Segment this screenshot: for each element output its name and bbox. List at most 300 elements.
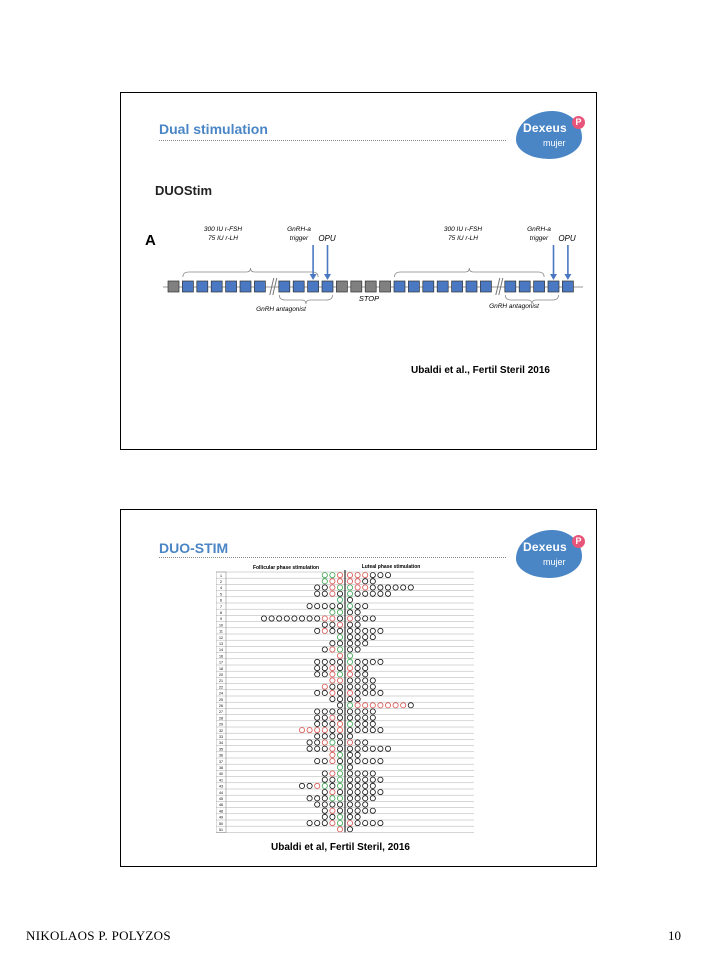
day-box-blue xyxy=(279,281,290,292)
follicular-oocyte-marker xyxy=(330,604,335,609)
luteal-oocyte-marker xyxy=(370,628,375,633)
page-number: 10 xyxy=(668,928,681,943)
follicular-oocyte-marker xyxy=(337,814,342,819)
luteal-oocyte-marker xyxy=(363,709,368,714)
luteal-oocyte-marker xyxy=(347,759,352,764)
day-box-blue xyxy=(322,281,333,292)
follicular-oocyte-marker xyxy=(337,666,342,671)
luteal-oocyte-marker xyxy=(347,740,352,745)
citation: Ubaldi et al., Fertil Steril 2016 xyxy=(411,365,550,376)
follicular-dose-brace xyxy=(183,268,318,277)
patient-label: 6 xyxy=(220,598,222,603)
patient-label: 4 xyxy=(220,586,222,591)
luteal-oocyte-marker xyxy=(370,684,375,689)
follicular-oocyte-marker xyxy=(337,579,342,584)
luteal-oocyte-marker xyxy=(347,628,352,633)
follicular-oocyte-marker xyxy=(330,709,335,714)
follicular-oocyte-marker xyxy=(330,697,335,702)
follicular-oocyte-marker xyxy=(337,765,342,770)
follicular-oocyte-marker xyxy=(330,821,335,826)
follicular-oocyte-marker xyxy=(330,752,335,757)
follicular-oocyte-marker xyxy=(337,709,342,714)
follicular-oocyte-marker xyxy=(315,690,320,695)
luteal-oocyte-marker xyxy=(355,666,360,671)
luteal-oocyte-marker xyxy=(355,709,360,714)
patient-label: 28 xyxy=(219,716,223,721)
luteal-oocyte-marker xyxy=(370,690,375,695)
luteal-oocyte-marker xyxy=(370,721,375,726)
luteal-oocyte-marker xyxy=(347,802,352,807)
luteal-oocyte-marker xyxy=(347,827,352,832)
follicular-oocyte-marker xyxy=(337,591,342,596)
follicular-oocyte-marker xyxy=(330,790,335,795)
follicular-oocyte-marker xyxy=(337,690,342,695)
luteal-oocyte-marker xyxy=(355,622,360,627)
follicular-oocyte-marker xyxy=(322,759,327,764)
logo-brand: Dexeus xyxy=(523,540,567,554)
luteal-oocyte-marker xyxy=(370,703,375,708)
luteal-oocyte-marker xyxy=(370,591,375,596)
follicular-oocyte-marker xyxy=(322,659,327,664)
follicular-oocyte-marker xyxy=(307,746,312,751)
follicular-oocyte-marker xyxy=(337,597,342,602)
follicular-oocyte-marker xyxy=(330,740,335,745)
follicular-oocyte-marker xyxy=(261,616,266,621)
luteal-oocyte-marker xyxy=(378,728,383,733)
patient-label: 50 xyxy=(219,821,223,826)
dexeus-logo xyxy=(516,530,582,578)
follicular-oocyte-marker xyxy=(330,659,335,664)
luteal-oocyte-marker xyxy=(363,715,368,720)
trigger-line-2-second: trigger xyxy=(529,235,549,242)
follicular-oocyte-marker xyxy=(307,821,312,826)
day-box-blue xyxy=(394,281,405,292)
luteal-oocyte-marker xyxy=(363,628,368,633)
luteal-oocyte-marker xyxy=(355,641,360,646)
luteal-oocyte-marker xyxy=(363,585,368,590)
luteal-oocyte-marker xyxy=(385,573,390,578)
follicular-oocyte-marker xyxy=(315,628,320,633)
luteal-oocyte-marker xyxy=(347,585,352,590)
follicular-oocyte-marker xyxy=(269,616,274,621)
day-box-blue xyxy=(437,281,448,292)
luteal-oocyte-marker xyxy=(370,759,375,764)
follicular-oocyte-marker xyxy=(330,783,335,788)
luteal-oocyte-marker xyxy=(378,690,383,695)
patient-label: 2 xyxy=(220,580,222,584)
follicular-oocyte-marker xyxy=(322,777,327,782)
follicular-oocyte-marker xyxy=(330,734,335,739)
luteal-oocyte-marker xyxy=(355,610,360,615)
luteal-oocyte-marker xyxy=(347,790,352,795)
luteal-oocyte-marker xyxy=(347,715,352,720)
luteal-oocyte-marker xyxy=(355,616,360,621)
follicular-oocyte-marker xyxy=(330,802,335,807)
day-box-blue xyxy=(182,281,193,292)
day-box-blue xyxy=(254,281,265,292)
follicular-oocyte-marker xyxy=(330,647,335,652)
follicular-oocyte-marker xyxy=(322,616,327,621)
follicular-oocyte-marker xyxy=(315,616,320,621)
follicular-oocyte-marker xyxy=(337,808,342,813)
patient-label: 34 xyxy=(219,741,223,746)
patient-label: 37 xyxy=(219,759,223,764)
follicular-oocyte-marker xyxy=(337,678,342,683)
follicular-oocyte-marker xyxy=(337,641,342,646)
luteal-oocyte-marker xyxy=(347,703,352,708)
follicular-oocyte-marker xyxy=(315,659,320,664)
luteal-oocyte-marker xyxy=(355,728,360,733)
luteal-oocyte-marker xyxy=(347,597,352,602)
luteal-oocyte-marker xyxy=(370,783,375,788)
follicular-oocyte-marker xyxy=(337,821,342,826)
patient-label: 5 xyxy=(220,592,222,597)
luteal-oocyte-marker xyxy=(347,635,352,640)
patient-label: 35 xyxy=(219,747,223,752)
luteal-oocyte-marker xyxy=(378,790,383,795)
luteal-oocyte-marker xyxy=(347,610,352,615)
patient-label: 17 xyxy=(219,660,223,665)
day-box-gray xyxy=(365,281,376,292)
dexeus-logo xyxy=(516,111,582,159)
day-box-blue xyxy=(548,281,559,292)
antagonist-label-second: GnRH antagonist xyxy=(489,303,539,310)
patient-label: 24 xyxy=(219,691,223,696)
trigger-line-1-second: GnRH-a xyxy=(527,226,551,233)
slide-title: DUO-STIM xyxy=(159,540,229,556)
follicular-oocyte-marker xyxy=(315,746,320,751)
day-box-gray xyxy=(336,281,347,292)
luteal-oocyte-marker xyxy=(347,653,352,658)
luteal-oocyte-marker xyxy=(370,808,375,813)
day-box-blue xyxy=(226,281,237,292)
patient-label: 46 xyxy=(219,803,223,808)
patient-label: 14 xyxy=(219,648,223,653)
luteal-oocyte-marker xyxy=(378,746,383,751)
luteal-oocyte-marker xyxy=(347,771,352,776)
follicular-oocyte-marker xyxy=(322,628,327,633)
luteal-oocyte-marker xyxy=(347,573,352,578)
luteal-oocyte-marker xyxy=(401,703,406,708)
patient-label: 49 xyxy=(219,815,223,820)
follicular-oocyte-marker xyxy=(322,647,327,652)
luteal-oocyte-marker xyxy=(363,678,368,683)
luteal-oocyte-marker xyxy=(355,585,360,590)
logo-p-icon: P xyxy=(572,116,585,129)
follicular-oocyte-marker xyxy=(330,641,335,646)
follicular-oocyte-marker xyxy=(337,746,342,751)
luteal-oocyte-marker xyxy=(370,771,375,776)
luteal-oocyte-marker xyxy=(347,604,352,609)
follicular-oocyte-marker xyxy=(330,591,335,596)
follicular-oocyte-marker xyxy=(330,771,335,776)
logo-subtitle: mujer xyxy=(543,138,566,148)
follicular-oocyte-marker xyxy=(330,573,335,578)
day-box-blue xyxy=(519,281,530,292)
luteal-oocyte-marker xyxy=(355,684,360,689)
luteal-oocyte-marker xyxy=(363,672,368,677)
logo-p-icon: P xyxy=(572,535,585,548)
trigger-arrow-second-head xyxy=(550,274,557,280)
follicular-oocyte-marker xyxy=(322,802,327,807)
patient-label: 9 xyxy=(220,617,222,622)
luteal-oocyte-marker xyxy=(370,616,375,621)
chart-left-label: Follicular phase stimulation xyxy=(252,565,320,571)
follicular-oocyte-marker xyxy=(337,715,342,720)
luteal-oocyte-marker xyxy=(355,790,360,795)
luteal-oocyte-marker xyxy=(363,759,368,764)
luteal-oocyte-marker xyxy=(370,635,375,640)
follicular-oocyte-marker xyxy=(315,721,320,726)
luteal-dose-line-2: 75 IU r-LH xyxy=(448,235,478,242)
day-box-blue xyxy=(452,281,463,292)
luteal-oocyte-marker xyxy=(355,647,360,652)
oocyte-chart xyxy=(216,563,476,838)
luteal-oocyte-marker xyxy=(347,709,352,714)
luteal-oocyte-marker xyxy=(363,771,368,776)
follicular-oocyte-marker xyxy=(330,610,335,615)
day-box-blue xyxy=(408,281,419,292)
oocyte-marks xyxy=(216,570,474,832)
luteal-oocyte-marker xyxy=(355,573,360,578)
title-divider xyxy=(159,557,506,558)
follicular-oocyte-marker xyxy=(330,678,335,683)
luteal-oocyte-marker xyxy=(347,684,352,689)
patient-label: 51 xyxy=(219,828,223,832)
follicular-oocyte-marker xyxy=(322,746,327,751)
follicular-oocyte-marker xyxy=(322,585,327,590)
follicular-oocyte-marker xyxy=(330,721,335,726)
luteal-oocyte-marker xyxy=(347,752,352,757)
luteal-dose-brace xyxy=(395,268,545,277)
follicular-oocyte-marker xyxy=(330,777,335,782)
follicular-oocyte-marker xyxy=(315,728,320,733)
follicular-oocyte-marker xyxy=(337,610,342,615)
luteal-oocyte-marker xyxy=(347,641,352,646)
luteal-oocyte-marker xyxy=(393,585,398,590)
luteal-oocyte-marker xyxy=(355,808,360,813)
opu-arrow-second-head xyxy=(564,274,571,280)
luteal-oocyte-marker xyxy=(378,659,383,664)
luteal-oocyte-marker xyxy=(347,616,352,621)
patient-label: 22 xyxy=(219,685,223,690)
follicular-oocyte-marker xyxy=(299,728,304,733)
follicular-oocyte-marker xyxy=(337,647,342,652)
follicular-oocyte-marker xyxy=(322,672,327,677)
duostim-heading: DUOStim xyxy=(155,183,213,198)
follicular-oocyte-marker xyxy=(315,604,320,609)
luteal-oocyte-marker xyxy=(363,604,368,609)
day-box-blue xyxy=(240,281,251,292)
luteal-oocyte-marker xyxy=(378,759,383,764)
follicular-oocyte-marker xyxy=(337,734,342,739)
luteal-oocyte-marker xyxy=(363,728,368,733)
luteal-oocyte-marker xyxy=(370,579,375,584)
luteal-oocyte-marker xyxy=(347,659,352,664)
luteal-oocyte-marker xyxy=(370,777,375,782)
follicular-oocyte-marker xyxy=(315,821,320,826)
luteal-oocyte-marker xyxy=(363,821,368,826)
patient-label: 16 xyxy=(219,654,223,659)
luteal-oocyte-marker xyxy=(363,790,368,795)
patient-label: 12 xyxy=(219,635,223,640)
day-box-blue xyxy=(466,281,477,292)
follicular-oocyte-marker xyxy=(315,783,320,788)
luteal-oocyte-marker xyxy=(370,585,375,590)
follicular-oocyte-marker xyxy=(330,585,335,590)
luteal-oocyte-marker xyxy=(363,666,368,671)
luteal-oocyte-marker xyxy=(355,821,360,826)
luteal-oocyte-marker xyxy=(363,746,368,751)
luteal-oocyte-marker xyxy=(363,579,368,584)
follicular-oocyte-marker xyxy=(322,573,327,578)
luteal-oocyte-marker xyxy=(347,783,352,788)
patient-label: 41 xyxy=(219,778,223,783)
follicular-oocyte-marker xyxy=(322,579,327,584)
antagonist-label-first: GnRH antagonist xyxy=(256,306,306,313)
follicular-oocyte-marker xyxy=(307,728,312,733)
luteal-oocyte-marker xyxy=(355,759,360,764)
patient-label: 38 xyxy=(219,766,223,770)
logo-brand: Dexeus xyxy=(523,121,567,135)
luteal-oocyte-marker xyxy=(347,697,352,702)
luteal-dose-line-1: 300 IU r-FSH xyxy=(443,226,483,233)
follicular-oocyte-marker xyxy=(292,616,297,621)
luteal-oocyte-marker xyxy=(355,579,360,584)
follicular-oocyte-marker xyxy=(337,752,342,757)
follicular-oocyte-marker xyxy=(322,728,327,733)
title-divider xyxy=(159,140,506,141)
follicular-oocyte-marker xyxy=(337,585,342,590)
day-box-blue xyxy=(505,281,516,292)
follicular-oocyte-marker xyxy=(337,796,342,801)
follicular-oocyte-marker xyxy=(337,659,342,664)
patient-label: 20 xyxy=(219,673,223,677)
follicular-oocyte-marker xyxy=(322,734,327,739)
follicular-oocyte-marker xyxy=(337,684,342,689)
day-box-gray xyxy=(168,281,179,292)
luteal-oocyte-marker xyxy=(347,814,352,819)
follicular-oocyte-marker xyxy=(330,759,335,764)
follicular-oocyte-marker xyxy=(299,616,304,621)
luteal-oocyte-marker xyxy=(378,628,383,633)
follicular-oocyte-marker xyxy=(315,709,320,714)
luteal-oocyte-marker xyxy=(355,697,360,702)
luteal-oocyte-marker xyxy=(370,821,375,826)
follicular-oocyte-marker xyxy=(322,821,327,826)
follicular-oocyte-marker xyxy=(322,796,327,801)
opu-arrow-first-head xyxy=(324,274,331,280)
follicular-oocyte-marker xyxy=(299,783,304,788)
follicular-oocyte-marker xyxy=(322,814,327,819)
luteal-oocyte-marker xyxy=(363,721,368,726)
follicular-oocyte-marker xyxy=(330,814,335,819)
follicular-oocyte-marker xyxy=(315,672,320,677)
follicular-oocyte-marker xyxy=(337,703,342,708)
luteal-oocyte-marker xyxy=(355,703,360,708)
luteal-oocyte-marker xyxy=(363,690,368,695)
luteal-oocyte-marker xyxy=(355,591,360,596)
luteal-oocyte-marker xyxy=(385,591,390,596)
luteal-oocyte-marker xyxy=(347,746,352,751)
luteal-oocyte-marker xyxy=(355,752,360,757)
follicular-oocyte-marker xyxy=(322,666,327,671)
panel-label: A xyxy=(145,232,156,249)
follicular-oocyte-marker xyxy=(330,796,335,801)
luteal-oocyte-marker xyxy=(355,678,360,683)
follicular-oocyte-marker xyxy=(330,728,335,733)
follicular-oocyte-marker xyxy=(337,653,342,658)
patient-label: 43 xyxy=(219,784,223,789)
luteal-oocyte-marker xyxy=(401,585,406,590)
patient-label: 26 xyxy=(219,704,223,708)
follicular-oocyte-marker xyxy=(337,728,342,733)
follicular-oocyte-marker xyxy=(322,721,327,726)
luteal-oocyte-marker xyxy=(370,678,375,683)
slide-dual-stimulation xyxy=(120,92,597,450)
patient-label: 8 xyxy=(220,611,222,615)
antagonist-brace-first xyxy=(279,295,332,304)
patient-label: 10 xyxy=(219,623,223,628)
patient-label: 45 xyxy=(219,797,223,801)
luteal-oocyte-marker xyxy=(363,777,368,782)
patient-label: 33 xyxy=(219,735,223,739)
luteal-oocyte-marker xyxy=(347,796,352,801)
follicular-oocyte-marker xyxy=(322,790,327,795)
luteal-oocyte-marker xyxy=(385,703,390,708)
follicular-oocyte-marker xyxy=(307,796,312,801)
trigger-line-2-first: trigger xyxy=(289,235,309,242)
follicular-oocyte-marker xyxy=(337,721,342,726)
follicular-oocyte-marker xyxy=(337,759,342,764)
luteal-oocyte-marker xyxy=(363,783,368,788)
luteal-oocyte-marker xyxy=(355,672,360,677)
luteal-oocyte-marker xyxy=(355,635,360,640)
luteal-oocyte-marker xyxy=(355,814,360,819)
luteal-oocyte-marker xyxy=(370,715,375,720)
follicular-oocyte-marker xyxy=(330,672,335,677)
follicular-oocyte-marker xyxy=(307,740,312,745)
opu-label-first: OPU xyxy=(318,234,336,243)
luteal-oocyte-marker xyxy=(378,777,383,782)
follicular-oocyte-marker xyxy=(337,783,342,788)
luteal-oocyte-marker xyxy=(370,796,375,801)
footer-author: NIKOLAOS P. POLYZOS xyxy=(26,928,171,943)
luteal-oocyte-marker xyxy=(378,821,383,826)
follicular-oocyte-marker xyxy=(315,796,320,801)
luteal-oocyte-marker xyxy=(355,715,360,720)
follicular-oocyte-marker xyxy=(337,790,342,795)
luteal-oocyte-marker xyxy=(347,666,352,671)
follicular-oocyte-marker xyxy=(330,808,335,813)
luteal-oocyte-marker xyxy=(347,690,352,695)
follicular-oocyte-marker xyxy=(277,616,282,621)
follicular-oocyte-marker xyxy=(337,697,342,702)
patient-label: 21 xyxy=(219,679,223,684)
luteal-oocyte-marker xyxy=(355,690,360,695)
follicular-oocyte-marker xyxy=(315,802,320,807)
luteal-oocyte-marker xyxy=(347,765,352,770)
luteal-oocyte-marker xyxy=(363,635,368,640)
follicular-oocyte-marker xyxy=(330,666,335,671)
follicular-oocyte-marker xyxy=(315,759,320,764)
day-box-blue xyxy=(423,281,434,292)
patient-label: 25 xyxy=(219,697,223,702)
luteal-oocyte-marker xyxy=(355,721,360,726)
follicular-oocyte-marker xyxy=(330,715,335,720)
follicular-oocyte-marker xyxy=(337,771,342,776)
follicular-oocyte-marker xyxy=(322,808,327,813)
